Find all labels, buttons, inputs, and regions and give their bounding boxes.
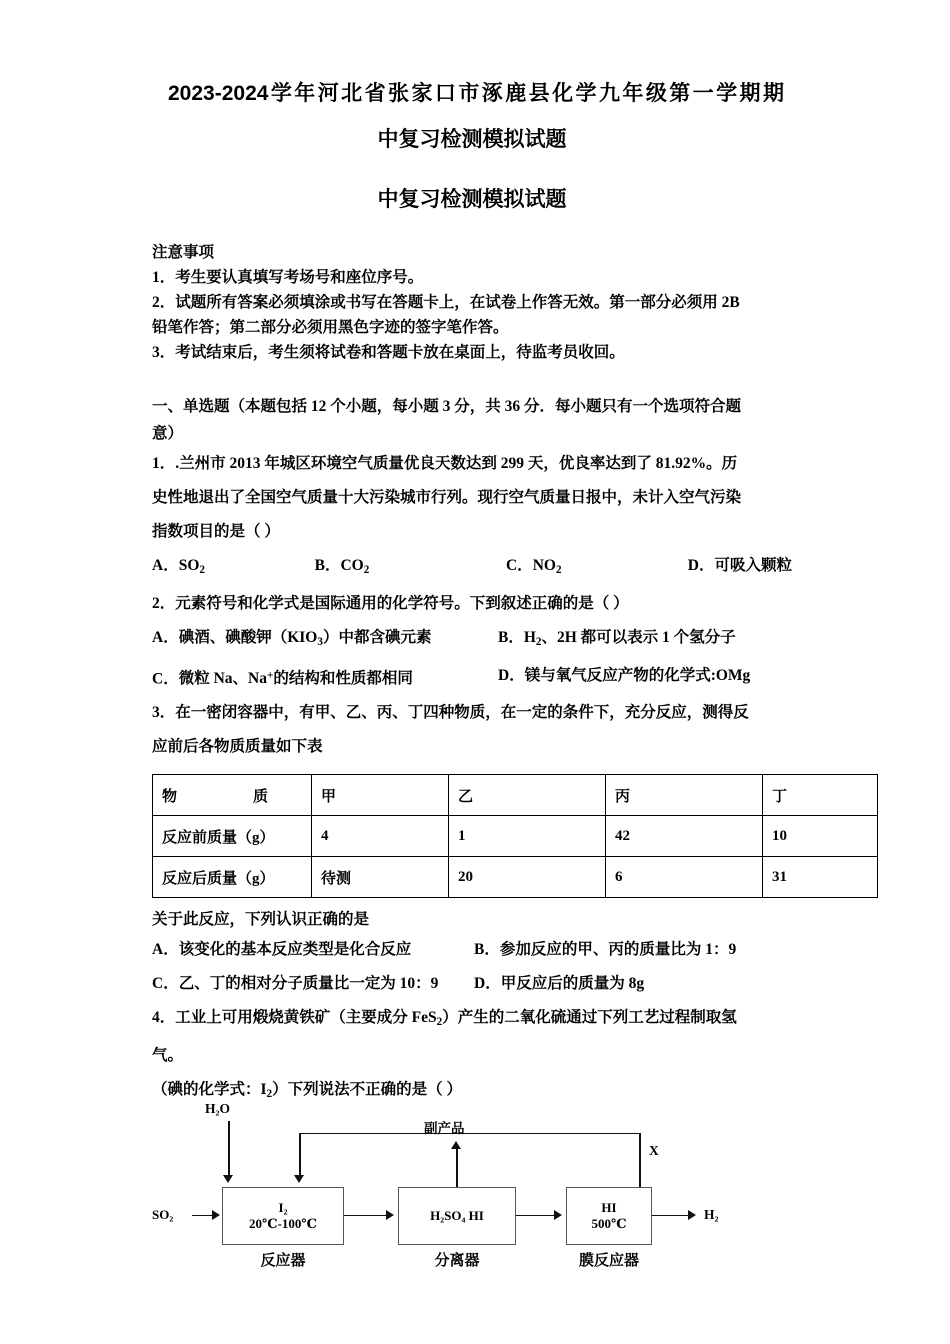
table-header-substance-b: 质 <box>252 788 268 805</box>
notice-heading: 注意事项 <box>152 244 215 261</box>
question-1-options <box>152 549 792 587</box>
table-header-ding: 丁 <box>763 775 878 816</box>
option-text-b: 参加反应的甲、丙的质量比为 1：9 <box>499 941 737 959</box>
question-1-stem-a: .兰州市 2013 年城区环境空气质量优良天数达到 299 天，优良率达到了 81.92%。历 <box>175 455 738 472</box>
option-label-c: C． <box>152 670 179 688</box>
so2-feed-arrowhead <box>212 1210 220 1220</box>
hydrogen-output-arrowhead <box>688 1210 696 1220</box>
table-header-jia: 甲 <box>312 775 449 816</box>
table-header-yi: 乙 <box>449 775 606 816</box>
membrane-reactor-line-2: 500℃ <box>591 1215 627 1231</box>
option-label-b: B． <box>474 941 500 959</box>
question-2-options-row-1 <box>152 621 792 659</box>
byproduct-output-line <box>456 1147 458 1187</box>
table-row-1-cell-3: 42 <box>606 816 763 857</box>
option-label-a: A． <box>152 628 179 646</box>
question-2-options-row-2 <box>152 659 792 697</box>
membrane-reactor-box <box>566 1187 652 1245</box>
so2-feed-line <box>192 1215 214 1217</box>
table-row-1-cell-4: 10 <box>763 816 878 857</box>
sulfur-dioxide-input-label: SO₂ <box>152 1206 174 1222</box>
option-label-b: B． <box>314 557 341 574</box>
recycle-loop-arrowhead <box>294 1175 304 1183</box>
separator-box <box>398 1187 516 1245</box>
question-3-number: 3． <box>152 704 176 722</box>
notice-item-1: 1．考生要认真填写考场号和座位序号。 <box>152 269 424 286</box>
question-2-option-a[interactable] <box>152 621 498 659</box>
notice-block <box>152 240 792 365</box>
question-2-stem <box>152 587 792 621</box>
question-2-option-d[interactable] <box>498 659 750 697</box>
table-row-header <box>153 775 878 816</box>
reactor-line-1: I₂ <box>278 1199 288 1215</box>
hydrogen-output-label: H₂ <box>704 1206 719 1222</box>
table-header-substance-inner <box>162 785 302 806</box>
question-2-stem-text: 元素符号和化学式是国际通用的化学符号。下到叙述正确的是（ ） <box>175 594 629 612</box>
question-2-option-b[interactable] <box>498 621 736 659</box>
question-1-number: 1． <box>152 455 176 472</box>
table-row-2-label: 反应后质量（g） <box>153 857 312 898</box>
membrane-reactor-line-1: HI <box>601 1199 617 1215</box>
recycle-loop-right-vertical <box>639 1133 641 1193</box>
separator-to-membrane-line <box>516 1215 556 1217</box>
question-1-option-c[interactable] <box>506 549 688 587</box>
table-header-substance <box>153 775 312 816</box>
question-3-stem-line-1 <box>152 696 792 730</box>
table-header-substance-a: 物 <box>162 788 178 805</box>
option-text-b: $CO_2$ <box>340 557 370 576</box>
option-label-c: C． <box>505 557 533 574</box>
separator-caption: 分离器 <box>434 1252 480 1269</box>
question-2-number: 2． <box>152 594 176 612</box>
table-row-2-cell-1: 待测 <box>312 857 449 898</box>
option-label-d: D． <box>474 975 501 993</box>
question-3-option-d[interactable] <box>474 967 644 1001</box>
table-row-2-cell-3: 6 <box>606 857 763 898</box>
byproduct-label: 副产品 <box>424 1120 465 1136</box>
notice-item-3: 3．考试结束后，考生须将试卷和答题卡放在桌面上，待监考员收回。 <box>152 344 625 361</box>
table-row <box>153 857 878 898</box>
option-text-a: 该变化的基本反应类型是化合反应 <box>178 941 412 959</box>
option-text-a: 碘酒、碘酸钾$(KIO_3)$中都含碘元素 <box>178 628 432 648</box>
table-row-2-cell-2: 20 <box>449 857 606 898</box>
section-heading-line-1: 一、单选题（本题包括 12 个小题，每小题 3 分，共 36 分．每小题只有一个选项符合题 <box>152 398 742 415</box>
reaction-mass-table <box>152 774 878 898</box>
table-row-1-cell-2: 1 <box>449 816 606 857</box>
option-label-d: D． <box>687 557 715 574</box>
question-3-stem-a: 在一密闭容器中，有甲、乙、丙、丁四种物质，在一定的条件下，充分反应，测得反 <box>175 704 749 722</box>
question-1 <box>152 447 792 587</box>
membrane-reactor-caption: 膜反应器 <box>578 1252 639 1269</box>
question-3-option-a[interactable] <box>152 933 474 967</box>
table-row <box>153 816 878 857</box>
question-3-stem-line-2: 应前后各物质质量如下表 <box>152 738 323 756</box>
section-heading-line-2: 意） <box>152 425 184 442</box>
notice-item-2-cont: 铅笔作答；第二部分必须用黑色字迹的签字笔作答。 <box>152 319 509 336</box>
page-title-line-3: 中复习检测模拟试题 <box>377 188 567 211</box>
recycle-substance-x-label: X <box>649 1142 659 1158</box>
question-3-post-table-text: 关于此反应，下列认识正确的是 <box>152 911 370 929</box>
option-label-b: B． <box>498 628 524 646</box>
separator-line-1: H₂SO₄ HI <box>430 1207 484 1223</box>
water-feed-line <box>228 1121 230 1175</box>
recycle-loop-horizontal-line <box>299 1133 639 1135</box>
question-2-option-c[interactable] <box>152 659 498 697</box>
question-1-stem-line-1 <box>152 447 792 481</box>
question-4-number: 4． <box>152 1009 176 1027</box>
question-4 <box>152 1001 792 1275</box>
question-4-stem-line-3: （碘的化学式：$I_2$）下列说法不正确的是（ ） <box>152 1081 463 1100</box>
water-input-label: H₂O <box>205 1100 231 1116</box>
option-text-d: 可吸入颗粒 <box>714 557 792 574</box>
question-1-option-a[interactable] <box>152 549 315 587</box>
option-label-a: A． <box>152 941 179 959</box>
option-label-c: C． <box>152 975 179 993</box>
option-text-b: $H_2$、2H 都可以表示 1 个氢分子 <box>523 628 736 648</box>
reactor-to-separator-arrowhead <box>386 1210 394 1220</box>
reactor-line-2: 20℃-100℃ <box>249 1215 317 1231</box>
recycle-loop-left-vertical <box>299 1133 301 1175</box>
page-content <box>152 0 792 1275</box>
hydrogen-output-line <box>652 1215 690 1217</box>
question-3 <box>152 696 792 1001</box>
question-4-stem-a: 工业上可用煅烧黄铁矿（主要成分 FeS$_2$）产生的二氧化硫通过下列工艺过程制取氢 <box>175 1009 737 1029</box>
question-1-stem-line-3: 指数项目的是（ ） <box>152 523 280 540</box>
table-header-bing: 丙 <box>606 775 763 816</box>
separator-to-membrane-arrowhead <box>554 1210 562 1220</box>
option-text-c: 微粒 Na、Na+的结构和性质都相同 <box>178 669 413 688</box>
water-feed-arrowhead <box>223 1175 233 1183</box>
question-1-option-d[interactable] <box>688 549 792 587</box>
question-3-option-c[interactable] <box>152 967 474 1001</box>
table-row-1-cell-1: 4 <box>312 816 449 857</box>
option-label-d: D． <box>498 666 525 684</box>
hydrogen-production-flow-diagram <box>152 1100 792 1275</box>
question-3-option-b[interactable] <box>474 933 736 967</box>
page-title-line-2: 中复习检测模拟试题 <box>377 128 567 151</box>
option-text-c: 乙、丁的相对分子质量比一定为 10：9 <box>178 975 439 993</box>
option-label-a: A． <box>152 557 179 574</box>
byproduct-output-arrowhead <box>451 1141 461 1149</box>
reactor-box <box>222 1187 344 1245</box>
option-text-a: $SO_2$ <box>178 557 205 576</box>
question-4-stem-line-1 <box>152 1001 792 1039</box>
notice-item-2: 2．试题所有答案必须填涂或书写在答题卡上，在试卷上作答无效。第一部分必须用 2B <box>152 294 740 311</box>
table-row-2-cell-4: 31 <box>763 857 878 898</box>
question-1-stem-line-2: 史性地退出了全国空气质量十大污染城市行列。现行空气质量日报中，未计入空气污染 <box>152 489 742 506</box>
option-text-c: $NO_2$ <box>532 557 562 576</box>
question-3-options-row-2 <box>152 967 792 1001</box>
option-text-d: 镁与氧气反应产物的化学式:OMg <box>524 666 751 684</box>
question-2 <box>152 587 792 696</box>
option-text-d: 甲反应后的质量为 8g <box>500 975 645 993</box>
reactor-to-separator-line <box>344 1215 388 1217</box>
table-row-1-label: 反应前质量（g） <box>153 816 312 857</box>
page-title-line-1: 2023-2024学年河北省张家口市涿鹿县化学九年级第一学期期 <box>168 82 784 105</box>
question-3-options-row-1 <box>152 933 792 967</box>
section-heading <box>152 393 792 447</box>
question-4-stem-line-2: 气。 <box>152 1047 184 1065</box>
question-1-option-b[interactable] <box>315 549 506 587</box>
reactor-caption: 反应器 <box>260 1252 306 1269</box>
